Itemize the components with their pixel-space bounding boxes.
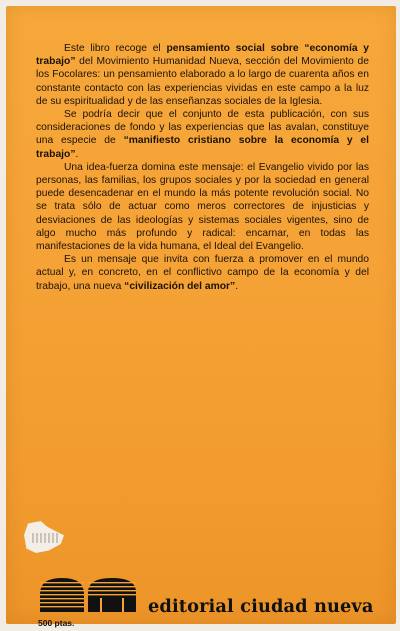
ciudad-nueva-logo-icon (38, 574, 142, 614)
blurb-paragraph-2 (36, 108, 369, 161)
publisher-name: editorial ciudad nueva (148, 596, 374, 617)
price-label: 500 ptas. (38, 618, 75, 628)
book-back-cover (6, 6, 396, 628)
blurb-p4-text-c: . (235, 280, 239, 292)
blurb-paragraph-4 (36, 253, 369, 293)
blurb-paragraph-1 (36, 42, 369, 108)
blurb-p2-text-c: . (75, 148, 79, 160)
blurb-paragraph-3: Una idea-fuerza domina este mensaje: el Evangelio vivido por las personas, las familias, los grupos sociales y por la sociedad en general puede desencadenar en el mundo la más potente revolución social. No se trata sólo de actuar como meros correctores de injusticias y desviaciones de las ideologías y sistemas sociales vigentes, sino de algo mucho más profundo y radical: encarnar, en todas las manifestaciones de la vida humana, el Ideal del Evangelio. (36, 161, 369, 253)
blurb-p4-text-a: Es un mensaje que invita con fuerza a promover en el mundo actual y, en concreto, en el conflictivo campo de la economía y del trabajo, una nueva (36, 254, 369, 292)
blurb-p1-text-a: Este libro recoge el (64, 43, 167, 54)
blurb-p1-text-c: del Movimiento Humanidad Nueva, sección del Movimiento de los Focolares: un pensamiento elaborado a lo largo de cuarenta años en constante contacto con las experiencias vividas en este campo a la luz de su espiritualidad y de las enseñanzas sociales de la Iglesia. (36, 56, 369, 107)
price-sticker-icon (24, 521, 64, 553)
blurb-p2-text-a: Se podría decir que el conjunto de esta publicación, con sus consideraciones de fondo y las experiencias que las avalan, constituye una especie de (36, 109, 369, 147)
blurb-p1-emphasis: pensamiento social sobre “economía y trabajo” (36, 43, 369, 68)
blurb-p4-emphasis: “civilización del amor” (124, 280, 236, 292)
blurb-text (36, 42, 369, 293)
blurb-p2-emphasis: “manifiesto cristiano sobre la economía y el trabajo” (36, 135, 369, 160)
